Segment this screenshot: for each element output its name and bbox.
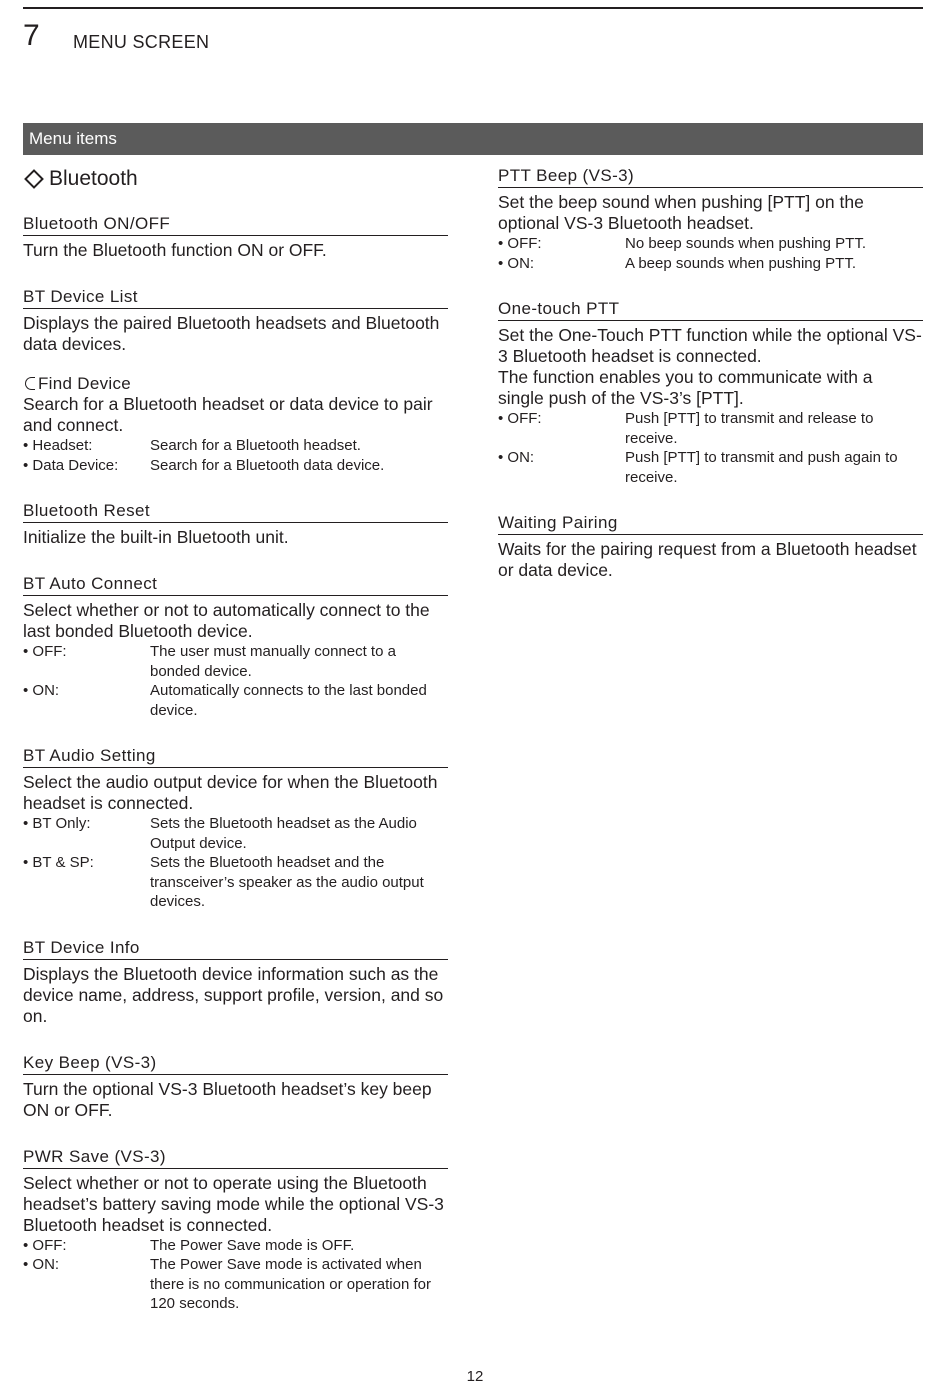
option-value: Sets the Bluetooth headset and the transceiver’s speaker as the audio output devices.: [150, 854, 424, 910]
option-key: • ON:: [498, 449, 535, 466]
item-title: Bluetooth Reset: [23, 500, 448, 523]
right-column: [498, 165, 923, 581]
header-rule: [23, 7, 923, 9]
item-description: Turn the optional VS-3 Bluetooth headset’s key beep ON or OFF.: [23, 1078, 432, 1120]
option-row: [23, 1255, 448, 1314]
option-value: The Power Save mode is activated when there is no communication or operation for 120 seconds.: [150, 1256, 431, 1312]
item-bluetooth-onoff: [23, 213, 448, 261]
item-title: BT Audio Setting: [23, 745, 448, 768]
item-title: Waiting Pairing: [498, 512, 923, 535]
option-key: • BT Only:: [23, 815, 91, 832]
option-row: [23, 642, 448, 681]
chapter-title: MENU SCREEN: [73, 32, 210, 52]
item-description: Search for a Bluetooth headset or data device to pair and connect.: [23, 394, 433, 435]
option-row: [23, 681, 448, 720]
half-circle-icon: [25, 377, 35, 390]
option-value: Automatically connects to the last bonded device.: [150, 682, 427, 719]
item-title: Bluetooth ON/OFF: [23, 213, 448, 236]
item-ptt-beep: [498, 165, 923, 273]
item-description: Select whether or not to operate using the Bluetooth headset’s battery saving mode while the optional VS-3 Bluetooth headset is connected.: [23, 1172, 444, 1235]
subitem-title: Find Device: [38, 374, 132, 393]
option-key: • OFF:: [23, 1236, 67, 1254]
item-title: PWR Save (VS-3): [23, 1146, 448, 1169]
option-key: • ON:: [498, 254, 535, 272]
option-value: Search for a Bluetooth headset.: [150, 437, 361, 454]
option-key: • ON:: [23, 1256, 60, 1273]
chapter-number: 7: [23, 19, 40, 52]
item-description-extra: The function enables you to communicate with a single push of the VS-3’s [PTT].: [498, 367, 873, 408]
option-list: [498, 234, 923, 273]
item-description: Turn the Bluetooth function ON or OFF.: [23, 240, 327, 260]
option-value: No beep sounds when pushing PTT.: [625, 235, 866, 252]
item-bluetooth-reset: [23, 500, 448, 548]
option-key: • BT & SP:: [23, 854, 94, 871]
item-description: Displays the Bluetooth device information such as the device name, address, support profile, version, and so on.: [23, 963, 444, 1026]
option-value: Push [PTT] to transmit and push again to receive.: [625, 449, 898, 486]
left-column: [23, 165, 448, 1314]
option-list: [23, 436, 448, 475]
item-description: Displays the paired Bluetooth headsets and Bluetooth data devices.: [23, 313, 440, 354]
option-row: [23, 436, 448, 456]
option-list: [498, 409, 923, 487]
option-key: • OFF:: [23, 643, 67, 660]
option-key: • OFF:: [498, 410, 542, 427]
item-waiting-pairing: [498, 512, 923, 581]
option-key: • ON:: [23, 682, 60, 699]
item-bt-audio-setting: [23, 745, 448, 912]
item-title: BT Device Info: [23, 937, 448, 960]
item-bt-auto-connect: [23, 573, 448, 720]
option-row: [23, 853, 448, 912]
diamond-icon: [24, 169, 44, 189]
option-value: Sets the Bluetooth headset as the Audio Output device.: [150, 815, 417, 852]
item-bt-device-info: [23, 937, 448, 1027]
option-row: [498, 234, 923, 254]
item-description: Initialize the built-in Bluetooth unit.: [23, 527, 289, 547]
option-row: [23, 814, 448, 853]
section-heading: [23, 165, 448, 193]
option-list: [23, 1236, 448, 1314]
option-list: [23, 642, 448, 720]
option-row: [498, 254, 923, 274]
item-pwr-save: [23, 1146, 448, 1314]
option-value: Push [PTT] to transmit and release to receive.: [625, 410, 874, 447]
item-title: BT Auto Connect: [23, 573, 448, 596]
option-row: [498, 448, 923, 487]
menu-items-bar: Menu items: [23, 123, 923, 155]
option-row: [23, 456, 448, 476]
option-key: • Data Device:: [23, 456, 119, 474]
option-value: Search for a Bluetooth data device.: [150, 456, 385, 474]
item-key-beep: [23, 1052, 448, 1121]
item-title: PTT Beep (VS-3): [498, 165, 923, 188]
item-one-touch-ptt: [498, 298, 923, 487]
item-description: Set the beep sound when pushing [PTT] on the optional VS-3 Bluetooth headset.: [498, 192, 864, 233]
item-description: Set the One-Touch PTT function while the optional VS-3 Bluetooth headset is connected.: [498, 325, 922, 366]
option-value: A beep sounds when pushing PTT.: [625, 254, 856, 272]
item-bt-device-list: [23, 286, 448, 475]
option-key: • OFF:: [498, 235, 542, 252]
item-description: Select whether or not to automatically connect to the last bonded Bluetooth device.: [23, 600, 430, 641]
subitem-find-device: [23, 373, 448, 394]
option-row: [23, 1236, 448, 1256]
option-key: • Headset:: [23, 437, 93, 454]
option-value: The Power Save mode is OFF.: [150, 1236, 355, 1254]
option-value: The user must manually connect to a bonded device.: [150, 643, 396, 680]
item-description: Waits for the pairing request from a Bluetooth headset or data device.: [498, 539, 917, 580]
item-title: One-touch PTT: [498, 298, 923, 321]
item-description: Select the audio output device for when the Bluetooth headset is connected.: [23, 772, 438, 813]
item-title: Key Beep (VS-3): [23, 1052, 448, 1075]
option-row: [498, 409, 923, 448]
section-title: Bluetooth: [49, 167, 138, 190]
option-list: [23, 814, 448, 912]
item-title: BT Device List: [23, 286, 448, 309]
page-number: 12: [466, 1368, 484, 1385]
